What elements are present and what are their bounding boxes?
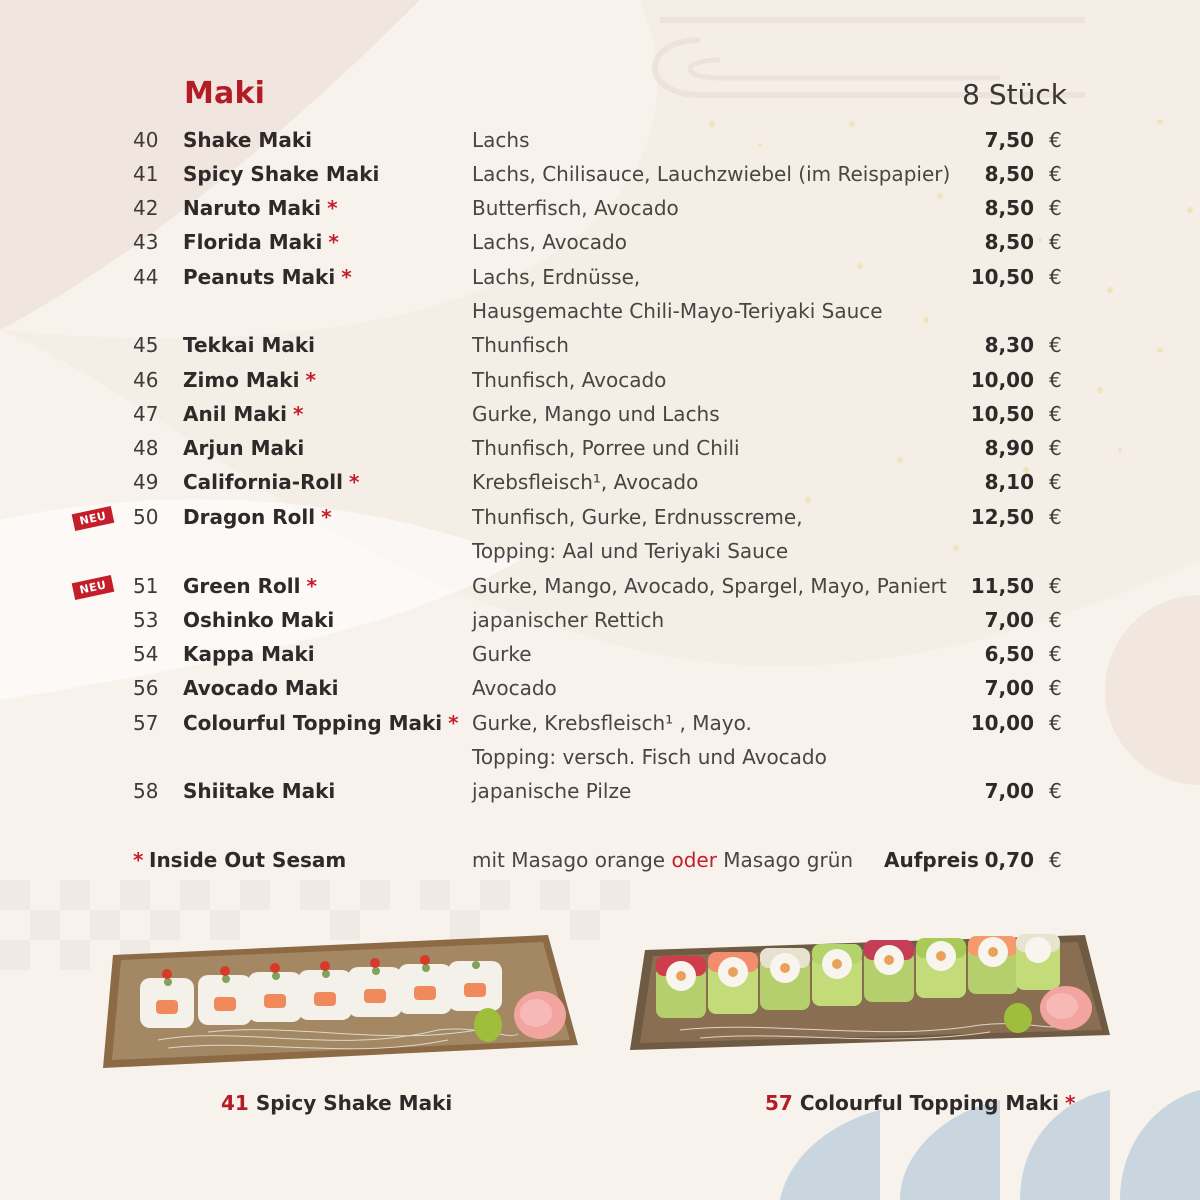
item-price: 10,00 [970,711,1034,735]
item-description: Gurke, Krebsfleisch¹ , Mayo. [472,711,752,735]
item-name: Shiitake Maki [183,779,336,803]
item-number: 57 [133,711,159,735]
item-price: 10,00 [970,368,1034,392]
item-price: 7,00 [984,676,1034,700]
spicy-shake-maki-photo [88,930,583,1075]
item-description-line2: Topping: Aal und Teriyaki Sauce [472,539,789,563]
item-name: Avocado Maki [183,676,339,700]
item-price: 7,50 [984,128,1034,152]
menu-item [0,711,1200,769]
item-number: 54 [133,642,159,666]
item-price: 8,30 [984,333,1034,357]
item-price: 8,50 [984,162,1034,186]
menu-item [0,162,1200,196]
currency-symbol: € [1049,848,1062,872]
currency-symbol: € [1049,368,1062,392]
item-price: 8,50 [984,196,1034,220]
item-name: Arjun Maki [183,436,305,460]
item-name: Peanuts Maki * [183,265,352,289]
item-name: Dragon Roll * [183,505,332,529]
note-label: Inside Out Sesam [149,848,347,872]
section-title: Maki [184,76,266,111]
item-description: japanischer Rettich [472,608,665,632]
currency-symbol: € [1049,196,1062,220]
item-description: Thunfisch, Porree und Chili [472,436,740,460]
menu-item [0,265,1200,323]
note-description: mit Masago orange oder Masago grün [472,848,854,872]
inside-out-star: * [306,574,317,598]
photo-caption-2: 57 Colourful Topping Maki * [765,1091,1076,1115]
item-description: Thunfisch [472,333,569,357]
menu-item [0,574,1200,608]
photo-caption-1: 41 Spicy Shake Maki [221,1091,453,1115]
item-number: 44 [133,265,159,289]
currency-symbol: € [1049,608,1062,632]
currency-symbol: € [1049,333,1062,357]
menu-item [0,436,1200,470]
item-description: Gurke, Mango und Lachs [472,402,720,426]
currency-symbol: € [1049,128,1062,152]
item-name: Shake Maki [183,128,312,152]
item-number: 47 [133,402,159,426]
item-price: 10,50 [970,265,1034,289]
item-description: Lachs, Erdnüsse, [472,265,641,289]
new-badge: NEU [72,506,115,531]
item-number: 45 [133,333,159,357]
currency-symbol: € [1049,676,1062,700]
item-price: 7,00 [984,608,1034,632]
currency-symbol: € [1049,642,1062,666]
item-description-line2: Hausgemachte Chili-Mayo-Teriyaki Sauce [472,299,883,323]
item-number: 50 [133,505,159,529]
currency-symbol: € [1049,162,1062,186]
new-badge: NEU [72,575,115,600]
inside-out-star: * [448,711,459,735]
item-number: 40 [133,128,159,152]
menu-item [0,128,1200,162]
item-number: 51 [133,574,159,598]
item-name: Spicy Shake Maki [183,162,380,186]
note-star: * [133,848,144,872]
item-description: Avocado [472,676,557,700]
item-price: 8,90 [984,436,1034,460]
surcharge-price: 0,70 [984,848,1034,872]
item-name: Green Roll * [183,574,317,598]
item-name: California-Roll * [183,470,360,494]
menu-item [0,676,1200,710]
currency-symbol: € [1049,402,1062,426]
inside-out-star: * [292,402,304,426]
item-description: Gurke, Mango, Avocado, Spargel, Mayo, Paniert [472,574,947,598]
item-description: Lachs, Avocado [472,230,627,254]
item-price: 12,50 [970,505,1034,529]
menu-item [0,779,1200,813]
item-price: 6,50 [984,642,1034,666]
menu-item [0,505,1200,563]
item-number: 56 [133,676,159,700]
item-description: japanische Pilze [472,779,632,803]
item-price: 10,50 [970,402,1034,426]
item-price: 7,00 [984,779,1034,803]
item-number: 46 [133,368,159,392]
item-number: 48 [133,436,159,460]
item-description: Lachs, Chilisauce, Lauchzwiebel (im Reispapier) [472,162,951,186]
currency-symbol: € [1049,505,1062,529]
item-number: 49 [133,470,159,494]
item-name: Anil Maki * [183,402,304,426]
menu-item [0,368,1200,402]
item-description-line2: Topping: versch. Fisch und Avocado [472,745,827,769]
surcharge-label: Aufpreis [884,848,979,872]
item-number: 53 [133,608,159,632]
item-description: Krebsfleisch¹, Avocado [472,470,699,494]
item-number: 43 [133,230,159,254]
menu-item [0,470,1200,504]
item-name: Oshinko Maki [183,608,335,632]
menu-item [0,196,1200,230]
inside-out-note [0,848,1200,882]
menu-item [0,230,1200,264]
currency-symbol: € [1049,436,1062,460]
item-description: Thunfisch, Avocado [472,368,667,392]
colourful-topping-maki-photo [620,930,1115,1060]
item-name: Tekkai Maki [183,333,316,357]
portion-size: 8 Stück [962,78,1067,111]
item-name: Naruto Maki * [183,196,338,220]
item-price: 8,10 [984,470,1034,494]
item-price: 8,50 [984,230,1034,254]
item-price: 11,50 [970,574,1034,598]
currency-symbol: € [1049,230,1062,254]
currency-symbol: € [1049,779,1062,803]
menu-item [0,642,1200,676]
item-name: Florida Maki * [183,230,339,254]
item-description: Lachs [472,128,530,152]
inside-out-star: * [341,265,352,289]
currency-symbol: € [1049,711,1062,735]
inside-out-star: * [305,368,316,392]
item-name: Zimo Maki * [183,368,316,392]
menu-item [0,608,1200,642]
menu-item [0,333,1200,367]
item-number: 58 [133,779,159,803]
item-description: Gurke [472,642,532,666]
menu-item [0,402,1200,436]
currency-symbol: € [1049,574,1062,598]
item-number: 41 [133,162,159,186]
item-number: 42 [133,196,159,220]
inside-out-star: * [321,505,332,529]
item-name: Kappa Maki [183,642,315,666]
item-description: Butterfisch, Avocado [472,196,679,220]
inside-out-star: * [327,196,338,220]
inside-out-star: * [348,470,360,494]
item-name: Colourful Topping Maki * [183,711,459,735]
currency-symbol: € [1049,470,1062,494]
item-description: Thunfisch, Gurke, Erdnusscreme, [472,505,803,529]
inside-out-star: * [328,230,339,254]
currency-symbol: € [1049,265,1062,289]
